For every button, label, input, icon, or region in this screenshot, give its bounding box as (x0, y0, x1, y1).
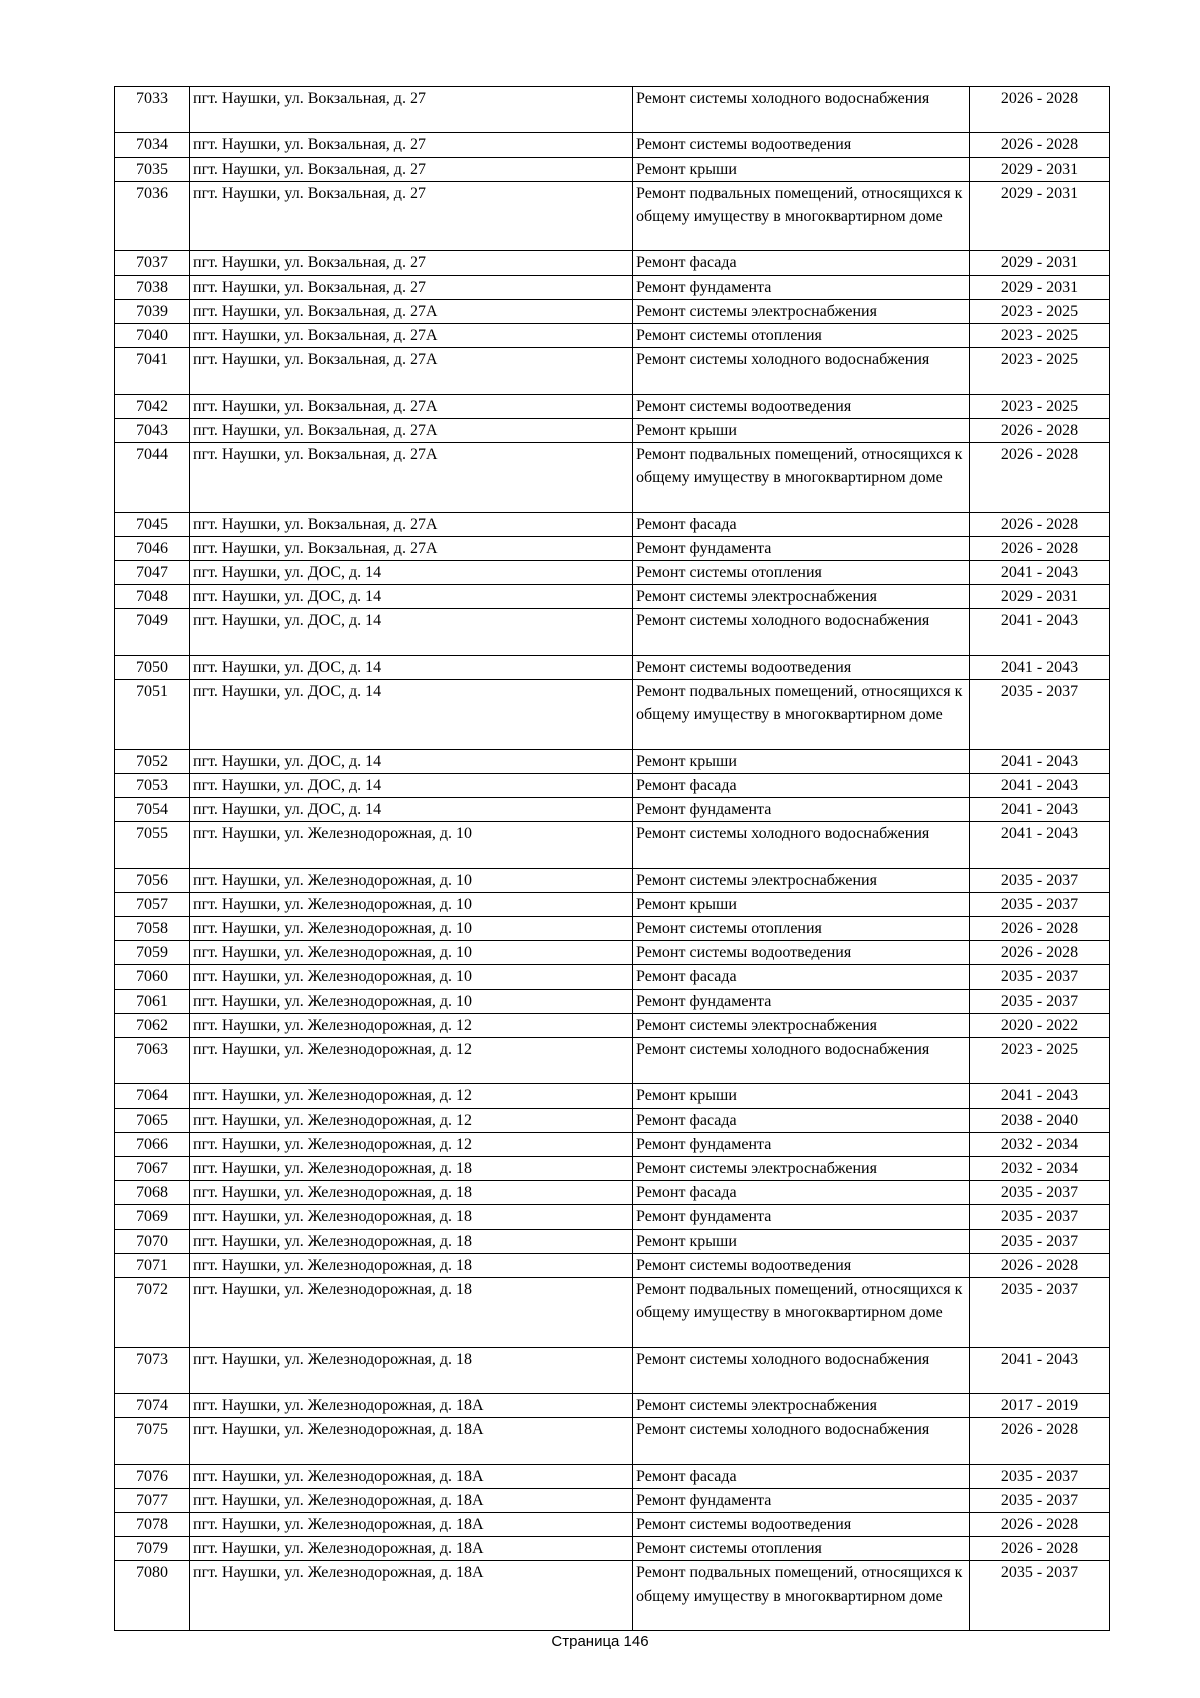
table-row (115, 133, 1110, 157)
work-type-cell: Ремонт фундамента (633, 275, 970, 299)
period-cell: 2041 - 2043 (970, 609, 1110, 655)
table-row (115, 1013, 1110, 1037)
address-cell: пгт. Наушки, ул. Вокзальная, д. 27А (190, 536, 633, 560)
work-type-cell: Ремонт системы электроснабжения (633, 299, 970, 323)
work-type-cell: Ремонт фундамента (633, 536, 970, 560)
table-row (115, 1205, 1110, 1229)
row-number: 7041 (115, 348, 190, 394)
work-type-cell: Ремонт фасада (633, 1464, 970, 1488)
row-number: 7061 (115, 989, 190, 1013)
period-cell: 2038 - 2040 (970, 1108, 1110, 1132)
address-cell: пгт. Наушки, ул. Железнодорожная, д. 18А (190, 1418, 633, 1464)
table-row (115, 1157, 1110, 1181)
work-type-cell: Ремонт системы электроснабжения (633, 1013, 970, 1037)
row-number: 7071 (115, 1253, 190, 1277)
row-number: 7036 (115, 181, 190, 251)
row-number: 7075 (115, 1418, 190, 1464)
row-number: 7068 (115, 1181, 190, 1205)
period-cell: 2023 - 2025 (970, 1038, 1110, 1084)
work-type-cell: Ремонт фасада (633, 512, 970, 536)
table-body (115, 87, 1110, 1631)
work-type-cell: Ремонт системы холодного водоснабжения (633, 1347, 970, 1393)
table-row (115, 1108, 1110, 1132)
address-cell: пгт. Наушки, ул. Железнодорожная, д. 10 (190, 917, 633, 941)
table-row (115, 299, 1110, 323)
table-row (115, 609, 1110, 655)
address-cell: пгт. Наушки, ул. ДОС, д. 14 (190, 680, 633, 750)
row-number: 7056 (115, 868, 190, 892)
work-type-cell: Ремонт крыши (633, 749, 970, 773)
table-row (115, 418, 1110, 442)
table-row (115, 251, 1110, 275)
period-cell: 2029 - 2031 (970, 251, 1110, 275)
period-cell: 2035 - 2037 (970, 892, 1110, 916)
work-type-cell: Ремонт системы отопления (633, 917, 970, 941)
address-cell: пгт. Наушки, ул. ДОС, д. 14 (190, 655, 633, 679)
address-cell: пгт. Наушки, ул. Железнодорожная, д. 12 (190, 1108, 633, 1132)
table-row (115, 655, 1110, 679)
row-number: 7052 (115, 749, 190, 773)
address-cell: пгт. Наушки, ул. Железнодорожная, д. 18 (190, 1253, 633, 1277)
table-row (115, 536, 1110, 560)
address-cell: пгт. Наушки, ул. Железнодорожная, д. 10 (190, 892, 633, 916)
address-cell: пгт. Наушки, ул. ДОС, д. 14 (190, 561, 633, 585)
table-row (115, 324, 1110, 348)
page-footer (0, 1633, 1200, 1650)
work-type-cell: Ремонт крыши (633, 892, 970, 916)
address-cell: пгт. Наушки, ул. ДОС, д. 14 (190, 609, 633, 655)
work-type-cell: Ремонт фасада (633, 1108, 970, 1132)
table-row (115, 1084, 1110, 1108)
address-cell: пгт. Наушки, ул. Вокзальная, д. 27 (190, 87, 633, 133)
row-number: 7050 (115, 655, 190, 679)
row-number: 7065 (115, 1108, 190, 1132)
period-cell: 2026 - 2028 (970, 941, 1110, 965)
work-type-cell: Ремонт системы отопления (633, 561, 970, 585)
period-cell: 2041 - 2043 (970, 773, 1110, 797)
period-cell: 2023 - 2025 (970, 299, 1110, 323)
work-type-cell: Ремонт фундамента (633, 1488, 970, 1512)
row-number: 7062 (115, 1013, 190, 1037)
table-row (115, 1394, 1110, 1418)
row-number: 7057 (115, 892, 190, 916)
work-type-cell: Ремонт крыши (633, 1229, 970, 1253)
row-number: 7064 (115, 1084, 190, 1108)
work-type-cell: Ремонт фасада (633, 251, 970, 275)
row-number: 7038 (115, 275, 190, 299)
row-number: 7054 (115, 798, 190, 822)
work-type-cell: Ремонт крыши (633, 157, 970, 181)
work-type-cell: Ремонт фундамента (633, 1205, 970, 1229)
row-number: 7073 (115, 1347, 190, 1393)
period-cell: 2023 - 2025 (970, 324, 1110, 348)
row-number: 7072 (115, 1278, 190, 1348)
address-cell: пгт. Наушки, ул. Железнодорожная, д. 12 (190, 1084, 633, 1108)
work-type-cell: Ремонт системы водоотведения (633, 655, 970, 679)
period-cell: 2041 - 2043 (970, 655, 1110, 679)
table-row (115, 87, 1110, 133)
period-cell: 2026 - 2028 (970, 443, 1110, 513)
table-row (115, 773, 1110, 797)
row-number: 7035 (115, 157, 190, 181)
row-number: 7063 (115, 1038, 190, 1084)
row-number: 7051 (115, 680, 190, 750)
table-row (115, 585, 1110, 609)
work-type-cell: Ремонт подвальных помещений, относящихся к общему имуществу в многоквартирном доме (633, 181, 970, 251)
row-number: 7066 (115, 1132, 190, 1156)
row-number: 7034 (115, 133, 190, 157)
address-cell: пгт. Наушки, ул. Железнодорожная, д. 10 (190, 965, 633, 989)
address-cell: пгт. Наушки, ул. Железнодорожная, д. 10 (190, 868, 633, 892)
row-number: 7076 (115, 1464, 190, 1488)
work-type-cell: Ремонт системы отопления (633, 1537, 970, 1561)
work-type-cell: Ремонт системы водоотведения (633, 1253, 970, 1277)
work-type-cell: Ремонт фундамента (633, 989, 970, 1013)
row-number: 7040 (115, 324, 190, 348)
period-cell: 2029 - 2031 (970, 181, 1110, 251)
address-cell: пгт. Наушки, ул. Железнодорожная, д. 18 (190, 1347, 633, 1393)
period-cell: 2035 - 2037 (970, 1464, 1110, 1488)
period-cell: 2020 - 2022 (970, 1013, 1110, 1037)
row-number: 7045 (115, 512, 190, 536)
table-row (115, 394, 1110, 418)
table-row (115, 1132, 1110, 1156)
address-cell: пгт. Наушки, ул. ДОС, д. 14 (190, 749, 633, 773)
work-type-cell: Ремонт системы водоотведения (633, 394, 970, 418)
period-cell: 2041 - 2043 (970, 1347, 1110, 1393)
period-cell: 2035 - 2037 (970, 1488, 1110, 1512)
row-number: 7044 (115, 443, 190, 513)
work-type-cell: Ремонт системы водоотведения (633, 133, 970, 157)
period-cell: 2026 - 2028 (970, 1418, 1110, 1464)
address-cell: пгт. Наушки, ул. Вокзальная, д. 27 (190, 251, 633, 275)
row-number: 7069 (115, 1205, 190, 1229)
row-number: 7080 (115, 1561, 190, 1631)
period-cell: 2026 - 2028 (970, 512, 1110, 536)
table-row (115, 1278, 1110, 1348)
document-sheet (114, 86, 1109, 1631)
table-row (115, 1561, 1110, 1631)
table-row (115, 512, 1110, 536)
address-cell: пгт. Наушки, ул. Железнодорожная, д. 18А (190, 1488, 633, 1512)
period-cell: 2026 - 2028 (970, 1513, 1110, 1537)
work-type-cell: Ремонт системы холодного водоснабжения (633, 1038, 970, 1084)
table-row (115, 1464, 1110, 1488)
row-number: 7042 (115, 394, 190, 418)
work-type-cell: Ремонт подвальных помещений, относящихся к общему имуществу в многоквартирном доме (633, 443, 970, 513)
work-type-cell: Ремонт системы холодного водоснабжения (633, 609, 970, 655)
table-row (115, 275, 1110, 299)
work-type-cell: Ремонт подвальных помещений, относящихся к общему имуществу в многоквартирном доме (633, 1561, 970, 1631)
period-cell: 2026 - 2028 (970, 917, 1110, 941)
period-cell: 2035 - 2037 (970, 1181, 1110, 1205)
work-type-cell: Ремонт системы электроснабжения (633, 868, 970, 892)
period-cell: 2023 - 2025 (970, 394, 1110, 418)
period-cell: 2041 - 2043 (970, 822, 1110, 868)
table-row (115, 965, 1110, 989)
table-row (115, 157, 1110, 181)
table-row (115, 989, 1110, 1013)
address-cell: пгт. Наушки, ул. Железнодорожная, д. 10 (190, 941, 633, 965)
period-cell: 2023 - 2025 (970, 348, 1110, 394)
address-cell: пгт. Наушки, ул. Вокзальная, д. 27А (190, 394, 633, 418)
work-type-cell: Ремонт фасада (633, 965, 970, 989)
address-cell: пгт. Наушки, ул. Железнодорожная, д. 18 (190, 1278, 633, 1348)
table-row (115, 1181, 1110, 1205)
table-row (115, 1418, 1110, 1464)
period-cell: 2041 - 2043 (970, 561, 1110, 585)
work-type-cell: Ремонт подвальных помещений, относящихся к общему имуществу в многоквартирном доме (633, 1278, 970, 1348)
address-cell: пгт. Наушки, ул. Железнодорожная, д. 12 (190, 1013, 633, 1037)
address-cell: пгт. Наушки, ул. Железнодорожная, д. 18А (190, 1394, 633, 1418)
table-row (115, 1537, 1110, 1561)
row-number: 7039 (115, 299, 190, 323)
row-number: 7043 (115, 418, 190, 442)
address-cell: пгт. Наушки, ул. Вокзальная, д. 27А (190, 348, 633, 394)
work-type-cell: Ремонт подвальных помещений, относящихся к общему имуществу в многоквартирном доме (633, 680, 970, 750)
period-cell: 2032 - 2034 (970, 1157, 1110, 1181)
address-cell: пгт. Наушки, ул. ДОС, д. 14 (190, 585, 633, 609)
period-cell: 2041 - 2043 (970, 749, 1110, 773)
period-cell: 2026 - 2028 (970, 418, 1110, 442)
period-cell: 2029 - 2031 (970, 585, 1110, 609)
row-number: 7037 (115, 251, 190, 275)
address-cell: пгт. Наушки, ул. Железнодорожная, д. 18А (190, 1513, 633, 1537)
work-type-cell: Ремонт системы холодного водоснабжения (633, 1418, 970, 1464)
period-cell: 2035 - 2037 (970, 1229, 1110, 1253)
address-cell: пгт. Наушки, ул. Железнодорожная, д. 18 (190, 1205, 633, 1229)
row-number: 7078 (115, 1513, 190, 1537)
period-cell: 2035 - 2037 (970, 965, 1110, 989)
address-cell: пгт. Наушки, ул. Вокзальная, д. 27 (190, 275, 633, 299)
address-cell: пгт. Наушки, ул. ДОС, д. 14 (190, 773, 633, 797)
table-row (115, 868, 1110, 892)
row-number: 7046 (115, 536, 190, 560)
table-row (115, 680, 1110, 750)
table-row (115, 348, 1110, 394)
work-type-cell: Ремонт фасада (633, 1181, 970, 1205)
work-type-cell: Ремонт системы отопления (633, 324, 970, 348)
period-cell: 2029 - 2031 (970, 157, 1110, 181)
work-type-cell: Ремонт системы водоотведения (633, 941, 970, 965)
period-cell: 2029 - 2031 (970, 275, 1110, 299)
row-number: 7055 (115, 822, 190, 868)
address-cell: пгт. Наушки, ул. Железнодорожная, д. 10 (190, 822, 633, 868)
work-type-cell: Ремонт системы холодного водоснабжения (633, 822, 970, 868)
address-cell: пгт. Наушки, ул. Вокзальная, д. 27А (190, 324, 633, 348)
work-type-cell: Ремонт фасада (633, 773, 970, 797)
address-cell: пгт. Наушки, ул. ДОС, д. 14 (190, 798, 633, 822)
row-number: 7070 (115, 1229, 190, 1253)
work-type-cell: Ремонт системы водоотведения (633, 1513, 970, 1537)
address-cell: пгт. Наушки, ул. Железнодорожная, д. 10 (190, 989, 633, 1013)
address-cell: пгт. Наушки, ул. Железнодорожная, д. 18 (190, 1229, 633, 1253)
row-number: 7077 (115, 1488, 190, 1512)
row-number: 7060 (115, 965, 190, 989)
row-number: 7074 (115, 1394, 190, 1418)
period-cell: 2035 - 2037 (970, 1561, 1110, 1631)
row-number: 7033 (115, 87, 190, 133)
table-row (115, 1488, 1110, 1512)
period-cell: 2026 - 2028 (970, 1537, 1110, 1561)
address-cell: пгт. Наушки, ул. Железнодорожная, д. 12 (190, 1038, 633, 1084)
period-cell: 2035 - 2037 (970, 1205, 1110, 1229)
address-cell: пгт. Наушки, ул. Железнодорожная, д. 12 (190, 1132, 633, 1156)
period-cell: 2032 - 2034 (970, 1132, 1110, 1156)
row-number: 7049 (115, 609, 190, 655)
period-cell: 2026 - 2028 (970, 87, 1110, 133)
work-type-cell: Ремонт крыши (633, 1084, 970, 1108)
work-type-cell: Ремонт системы электроснабжения (633, 1157, 970, 1181)
table-row (115, 1253, 1110, 1277)
address-cell: пгт. Наушки, ул. Железнодорожная, д. 18А (190, 1537, 633, 1561)
work-type-cell: Ремонт системы электроснабжения (633, 1394, 970, 1418)
table-row (115, 941, 1110, 965)
work-type-cell: Ремонт фундамента (633, 1132, 970, 1156)
table-row (115, 892, 1110, 916)
table-row (115, 749, 1110, 773)
row-number: 7047 (115, 561, 190, 585)
work-type-cell: Ремонт системы холодного водоснабжения (633, 348, 970, 394)
period-cell: 2026 - 2028 (970, 536, 1110, 560)
table-row (115, 1038, 1110, 1084)
period-cell: 2035 - 2037 (970, 1278, 1110, 1348)
address-cell: пгт. Наушки, ул. Вокзальная, д. 27 (190, 181, 633, 251)
address-cell: пгт. Наушки, ул. Железнодорожная, д. 18А (190, 1561, 633, 1631)
table-row (115, 1347, 1110, 1393)
period-cell: 2041 - 2043 (970, 798, 1110, 822)
address-cell: пгт. Наушки, ул. Железнодорожная, д. 18А (190, 1464, 633, 1488)
address-cell: пгт. Наушки, ул. Железнодорожная, д. 18 (190, 1181, 633, 1205)
row-number: 7048 (115, 585, 190, 609)
address-cell: пгт. Наушки, ул. Вокзальная, д. 27А (190, 512, 633, 536)
period-cell: 2041 - 2043 (970, 1084, 1110, 1108)
work-type-cell: Ремонт системы электроснабжения (633, 585, 970, 609)
address-cell: пгт. Наушки, ул. Железнодорожная, д. 18 (190, 1157, 633, 1181)
period-cell: 2035 - 2037 (970, 868, 1110, 892)
table-row (115, 561, 1110, 585)
row-number: 7053 (115, 773, 190, 797)
work-type-cell: Ремонт крыши (633, 418, 970, 442)
period-cell: 2026 - 2028 (970, 1253, 1110, 1277)
address-cell: пгт. Наушки, ул. Вокзальная, д. 27А (190, 299, 633, 323)
repair-schedule-table (114, 86, 1110, 1631)
work-type-cell: Ремонт системы холодного водоснабжения (633, 87, 970, 133)
table-row (115, 1229, 1110, 1253)
row-number: 7058 (115, 917, 190, 941)
table-row (115, 917, 1110, 941)
row-number: 7067 (115, 1157, 190, 1181)
table-row (115, 798, 1110, 822)
address-cell: пгт. Наушки, ул. Вокзальная, д. 27 (190, 133, 633, 157)
table-row (115, 181, 1110, 251)
page-number: Страница 146 (551, 1633, 649, 1650)
table-row (115, 1513, 1110, 1537)
address-cell: пгт. Наушки, ул. Вокзальная, д. 27 (190, 157, 633, 181)
period-cell: 2017 - 2019 (970, 1394, 1110, 1418)
row-number: 7059 (115, 941, 190, 965)
address-cell: пгт. Наушки, ул. Вокзальная, д. 27А (190, 443, 633, 513)
table-row (115, 443, 1110, 513)
period-cell: 2035 - 2037 (970, 680, 1110, 750)
work-type-cell: Ремонт фундамента (633, 798, 970, 822)
row-number: 7079 (115, 1537, 190, 1561)
period-cell: 2035 - 2037 (970, 989, 1110, 1013)
table-row (115, 822, 1110, 868)
address-cell: пгт. Наушки, ул. Вокзальная, д. 27А (190, 418, 633, 442)
period-cell: 2026 - 2028 (970, 133, 1110, 157)
